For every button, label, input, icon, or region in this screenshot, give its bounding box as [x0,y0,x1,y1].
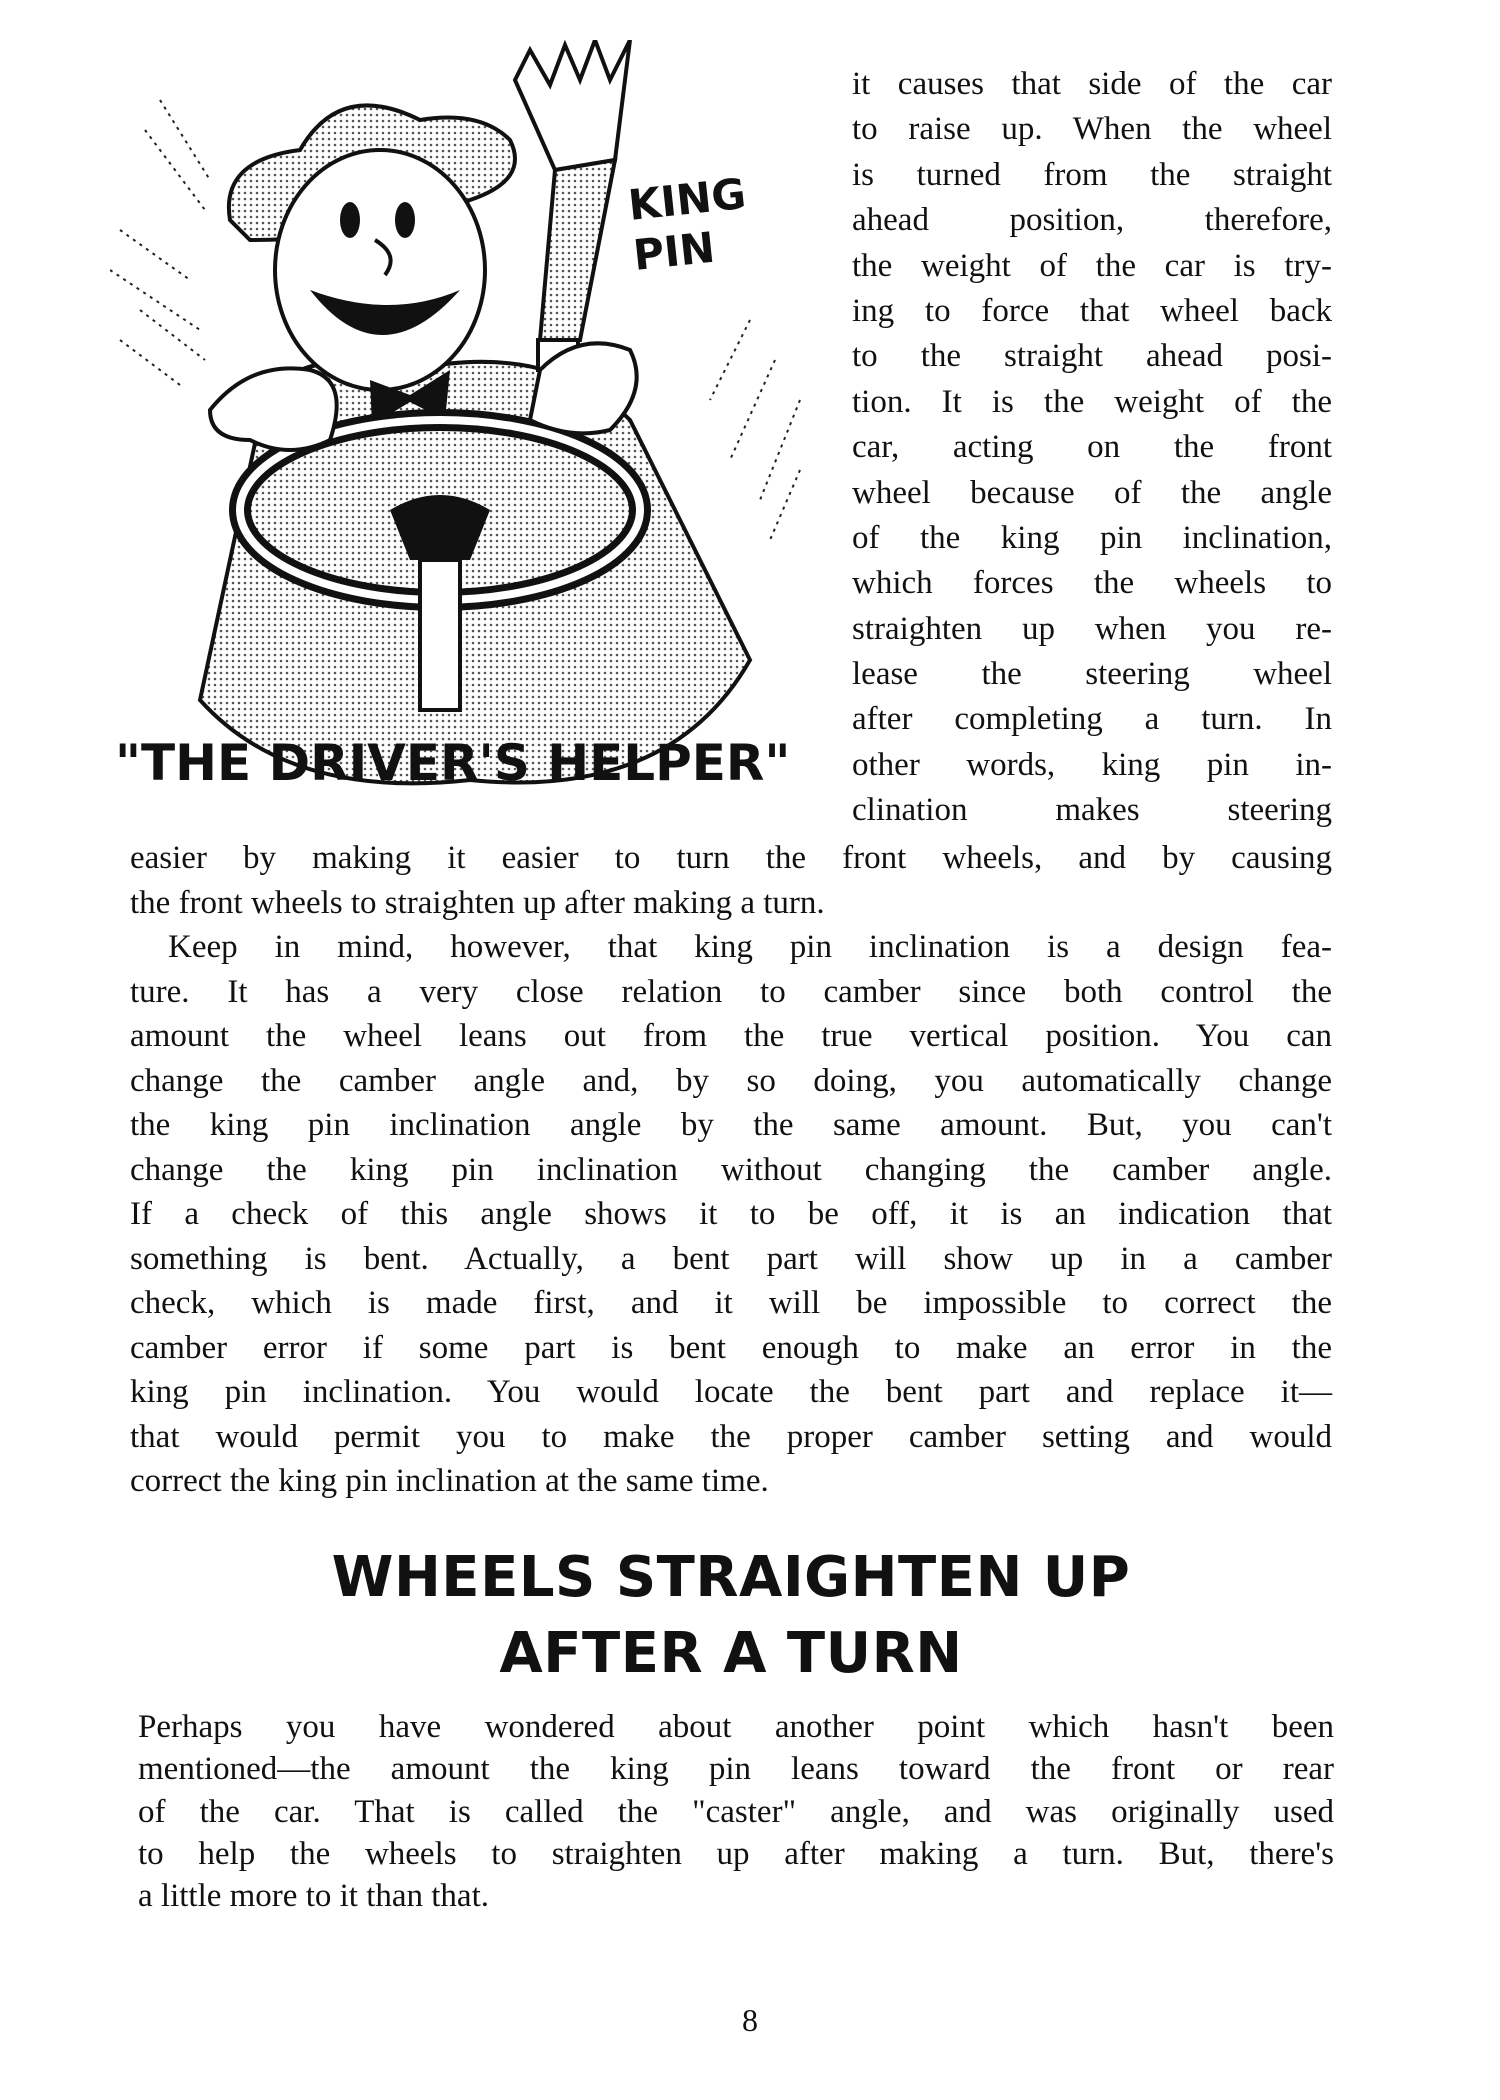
text-line: straighten up when you re- [852,610,1332,647]
text-line: to help the wheels to straighten up after making a turn. But, there's [138,1835,1334,1872]
speed-lines-right [710,320,800,540]
text-line: ahead position, therefore, [852,202,1332,239]
left-hand-shape [210,368,337,450]
text-line: to raise up. When the wheel [852,111,1332,148]
text-line: change the camber angle and, by so doing, you automatically change [130,1062,1332,1099]
text-line: amount the wheel leans out from the true vertical position. You can [130,1018,1332,1054]
section-heading [130,1540,1332,1692]
heading-line-1: WHEELS STRAIGHTEN UP [331,1545,1131,1610]
text-line: lease the steering wheel [852,656,1332,693]
page-number: 8 [742,2002,758,2038]
text-line: Keep in mind, however, that king pin inclination is a design fea- [168,929,1332,965]
text-line: the weight of the car is try- [852,247,1332,284]
text-line: camber error if some part is bent enough to make an error in the [130,1329,1332,1366]
caster-paragraph [138,1706,1334,1917]
illustration-title: "THE DRIVER'S HELPER" [115,734,791,792]
text-line: it causes that side of the car [852,66,1332,102]
text-line: after completing a turn. In [852,701,1332,738]
cartoon-drawing [110,40,830,820]
text-line: to the straight ahead posi- [852,338,1332,375]
text-line: correct the king pin inclination at the same time. [130,1463,769,1499]
text-line: the king pin inclination angle by the same amount. But, you can't [130,1107,1332,1143]
king-pin-character [515,40,630,370]
text-line: of the car. That is called the "caster" angle, and was originally used [138,1793,1334,1830]
text-line: something is bent. Actually, a bent part will show up in a camber [130,1240,1332,1277]
text-line: king pin inclination. You would locate the bent part and replace it— [130,1374,1332,1410]
right-column-text [852,62,1332,834]
text-line: ing to force that wheel back [852,292,1332,329]
speed-lines-left [110,100,210,385]
king-label: KING [625,168,749,230]
text-line: easier by making it easier to turn the front wheels, and by causing [130,840,1332,876]
text-line: change the king pin inclination without changing the camber angle. [130,1151,1332,1188]
text-line: that would permit you to make the proper camber setting and would [130,1418,1332,1455]
face-shape [275,150,485,390]
text-line: car, acting on the front [852,429,1332,466]
text-line: which forces the wheels to [852,565,1332,602]
text-line: other words, king pin in- [852,746,1332,783]
text-line: tion. It is the weight of the [852,383,1332,420]
text-line: wheel because of the angle [852,474,1332,511]
text-line: clination makes steering [852,792,1332,829]
text-line: Perhaps you have wondered about another point which hasn't been [138,1709,1334,1745]
text-line: is turned from the straight [852,156,1332,193]
text-line: the front wheels to straighten up after making a turn. [130,884,825,921]
body-paragraphs [130,836,1332,1504]
heading-line-2: AFTER A TURN [499,1621,963,1686]
drivers-helper-illustration [110,40,830,820]
text-line: of the king pin inclination, [852,519,1332,556]
pin-label: PIN [630,222,718,280]
text-line: check, which is made first, and it will be impossible to correct the [130,1285,1332,1321]
text-line: a little more to it than that. [138,1878,489,1915]
text-line: If a check of this angle shows it to be off, it is an indication that [130,1196,1332,1232]
text-line: ture. It has a very close relation to camber since both control the [130,973,1332,1010]
text-line: mentioned—the amount the king pin leans toward the front or rear [138,1751,1334,1788]
